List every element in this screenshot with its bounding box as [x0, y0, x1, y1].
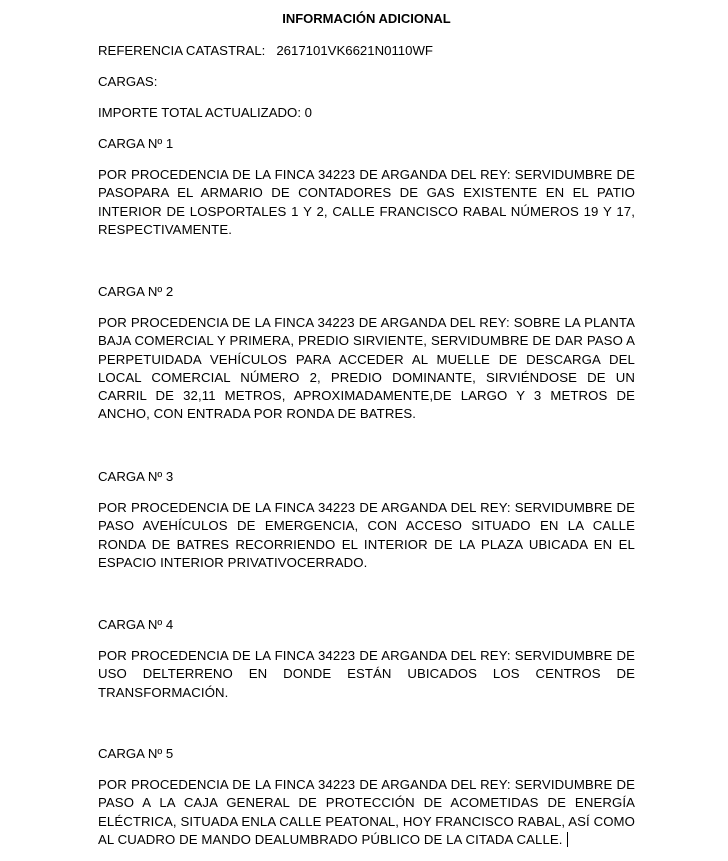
carga-1-heading: CARGA Nº 1 [98, 136, 174, 151]
referencia-label: REFERENCIA CATASTRAL: [98, 43, 266, 58]
referencia-value: 2617101VK6621N0110WF [276, 43, 433, 58]
referencia-catastral-line [98, 42, 433, 60]
carga-3-text: POR PROCEDENCIA DE LA FINCA 34223 DE ARGANDA DEL REY: SERVIDUMBRE DE PASO AVEHÍCULOS DE EMERGENCIA, CON ACCESO SITUADO EN LA CALLE RONDA DE BATRES RECORRIENDO EL INTERIOR DE LA PLAZA UBICADA EN EL ESPACIO INTERIOR PRIVATIVOCERRADO. [98, 500, 635, 570]
carga-5-heading: CARGA Nº 5 [98, 746, 174, 761]
carga-5-text-content: POR PROCEDENCIA DE LA FINCA 34223 DE ARGANDA DEL REY: SERVIDUMBRE DE PASO A LA CAJA GENERAL DE PROTECCIÓN DE ACOMETIDAS DE ENERGÍA ELÉCTRICA, SITUADA ENLA CALLE PEATONAL, HOY FRANCISCO RABAL, ASÍ COMO AL CUADRO DE MANDO DEALUMBRADO PÚBLICO DE LA CITADA CALLE. [98, 777, 635, 847]
text-cursor [567, 832, 568, 847]
document-title: INFORMACIÓN ADICIONAL [282, 11, 451, 26]
carga-4-text: POR PROCEDENCIA DE LA FINCA 34223 DE ARGANDA DEL REY: SERVIDUMBRE DE USO DELTERRENO EN DONDE ESTÁN UBICADOS LOS CENTROS DE TRANSFORMACIÓN. [98, 648, 635, 700]
carga-3-heading: CARGA Nº 3 [98, 469, 174, 484]
carga-4-heading: CARGA Nº 4 [98, 617, 174, 632]
carga-2-heading: CARGA Nº 2 [98, 284, 174, 299]
carga-1-text: POR PROCEDENCIA DE LA FINCA 34223 DE ARGANDA DEL REY: SERVIDUMBRE DE PASOPARA EL ARMARIO DE CONTADORES DE GAS EXISTENTE EN EL PATIO INTERIOR DE LOSPORTALES 1 Y 2, CALLE FRANCISCO RABAL NÚMEROS 19 Y 17, RESPECTIVAMENTE. [98, 167, 635, 237]
carga-5-text [98, 776, 635, 849]
importe-total-line: IMPORTE TOTAL ACTUALIZADO: 0 [98, 105, 312, 120]
cargas-label: CARGAS: [98, 74, 158, 89]
carga-2-text: POR PROCEDENCIA DE LA FINCA 34223 DE ARGANDA DEL REY: SOBRE LA PLANTA BAJA COMERCIAL Y PRIMERA, PREDIO SIRVIENTE, SERVIDUMBRE DE DAR PASO A PERPETUIDADA VEHÍCULOS PARA ACCEDER AL MUELLE DE DESCARGA DEL LOCAL COMERCIAL NÚMERO 2, PREDIO DOMINANTE, SIRVIÉNDOSE DE UN CARRIL DE 32,11 METROS, APROXIMADAMENTE,DE LARGO Y 3 METROS DE ANCHO, CON ENTRADA POR RONDA DE BATRES. [98, 315, 635, 422]
